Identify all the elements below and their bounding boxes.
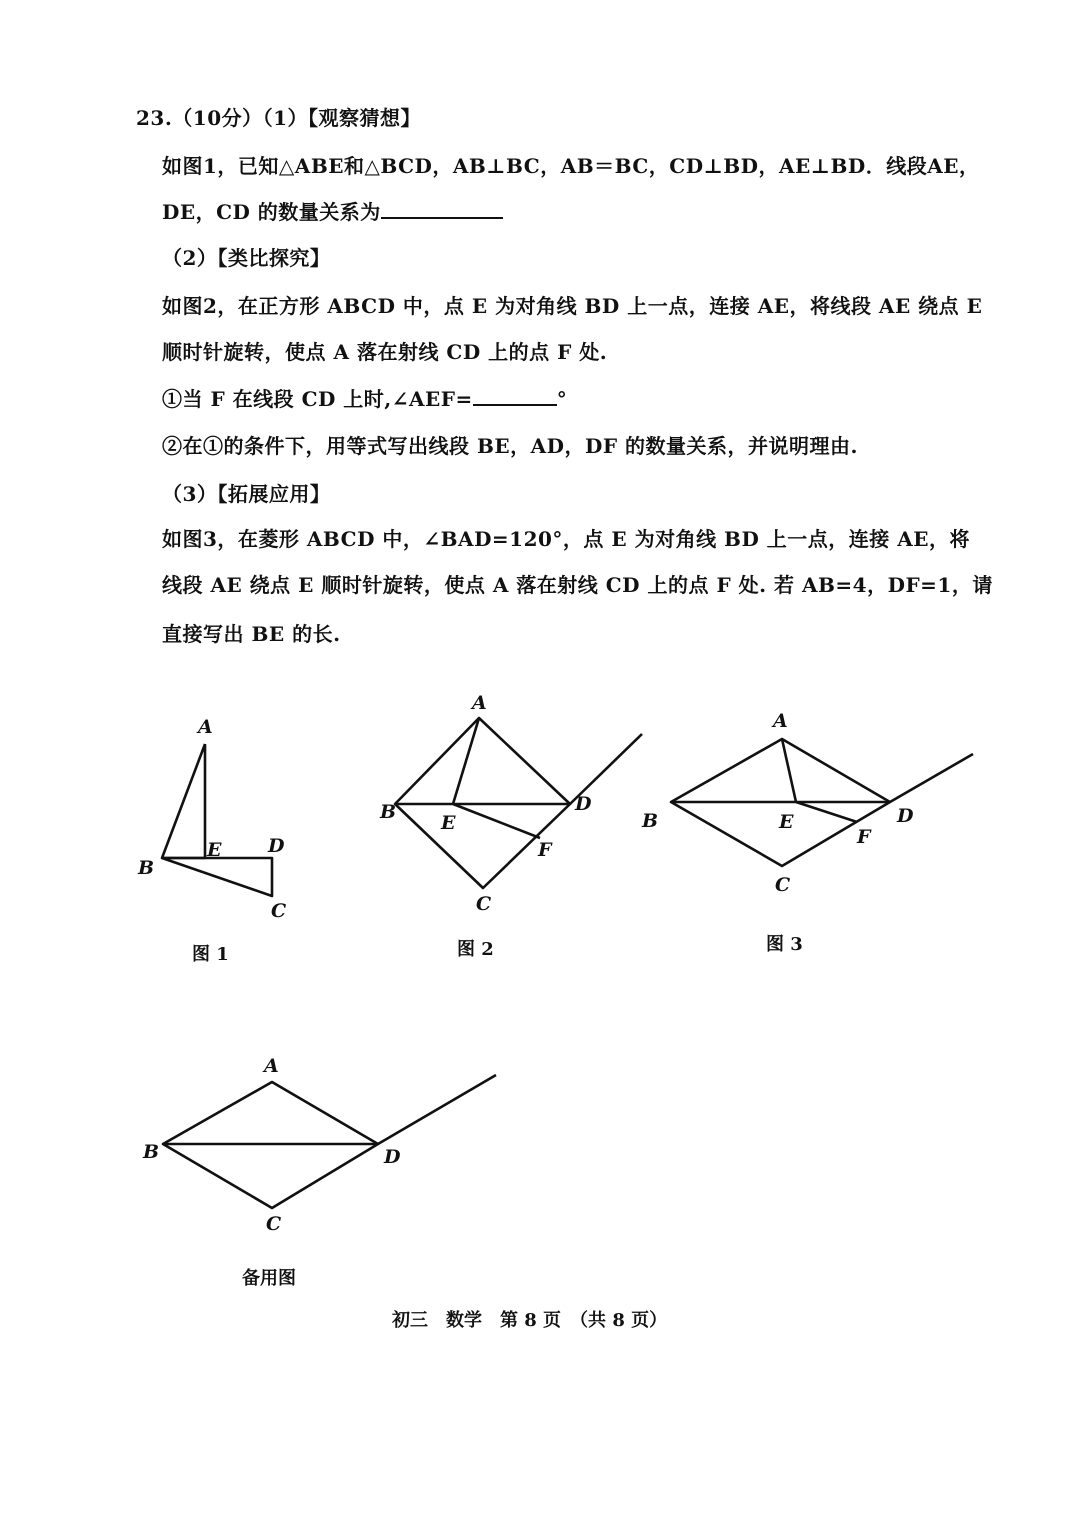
part1-question: DE，CD 的数量关系为 (162, 200, 381, 224)
spare-label-c: C (266, 1213, 282, 1235)
fig2-caption: 图 2 (457, 939, 494, 960)
spare-label-a: A (264, 1055, 279, 1077)
fig1-triangle-bcd (162, 858, 272, 896)
part3-text-line3: 直接写出 BE 的长. (162, 622, 341, 646)
spare-caption: 备用图 (242, 1268, 296, 1289)
part2-header: （2）【类比探究】 (162, 246, 331, 270)
fig1-label-d: D (268, 835, 285, 857)
figure-2 (379, 692, 642, 960)
figure-spare (142, 1055, 496, 1289)
fig1-label-e: E (207, 839, 222, 861)
degree-sign: ° (556, 387, 568, 411)
spare-label-d: D (384, 1146, 401, 1168)
part3-text-line2: 线段 AE 绕点 E 顺时针旋转，使点 A 落在射线 CD 上的点 F 处. 若 AB=4，DF=1，请 (162, 573, 993, 597)
fig2-label-b: B (380, 801, 397, 823)
fig1-label-b: B (138, 857, 155, 879)
fig3-segment-ae (782, 739, 796, 802)
spare-label-b: B (143, 1141, 160, 1163)
fig2-label-e: E (441, 812, 456, 834)
spare-ray-cd (378, 1075, 496, 1144)
part1-text-line1: 如图1，已知△ABE和△BCD，AB⊥BC，AB＝BC，CD⊥BD，AE⊥BD．线段AE， (162, 154, 980, 178)
fig3-ray-cd (890, 754, 973, 802)
fig2-label-c: C (476, 893, 492, 915)
fig2-label-f: F (538, 839, 552, 861)
part3-text-line1: 如图3，在菱形 ABCD 中，∠BAD=120°，点 E 为对角线 BD 上一点，连接 AE，将 (162, 527, 970, 551)
fig1-label-c: C (271, 900, 287, 922)
q1-text: ①当 F 在线段 CD 上时,∠AEF= (162, 387, 473, 411)
page-footer: 初三 数学 第 8 页 （共 8 页） (392, 1310, 668, 1331)
figure-3 (641, 710, 973, 955)
fig3-label-e: E (779, 811, 794, 833)
fig1-label-a: A (198, 716, 213, 738)
fig3-label-b: B (642, 810, 659, 832)
fig2-label-a: A (472, 692, 487, 714)
fig3-segment-ef (796, 802, 857, 822)
figure-1 (137, 716, 286, 965)
part2-question2: ②在①的条件下，用等式写出线段 BE，AD，DF 的数量关系，并说明理由. (162, 434, 858, 458)
fig3-label-c: C (775, 874, 791, 896)
fig3-label-f: F (857, 826, 871, 848)
fig3-label-d: D (897, 805, 914, 827)
fig1-caption: 图 1 (192, 944, 229, 965)
fig3-label-a: A (773, 710, 788, 732)
fig1-triangle-abe (162, 744, 205, 858)
part2-text-line2: 顺时针旋转，使点 A 落在射线 CD 上的点 F 处. (162, 340, 608, 364)
problem-header: 23.（10分）（1）【观察猜想】 (136, 106, 422, 130)
fig3-caption: 图 3 (766, 934, 803, 955)
fig2-label-d: D (575, 793, 592, 815)
part2-text-line1: 如图2，在正方形 ABCD 中，点 E 为对角线 BD 上一点，连接 AE，将线段 AE 绕点 E (162, 294, 983, 318)
fig2-segment-ef (453, 804, 540, 838)
part3-header: （3）【拓展应用】 (162, 482, 331, 506)
